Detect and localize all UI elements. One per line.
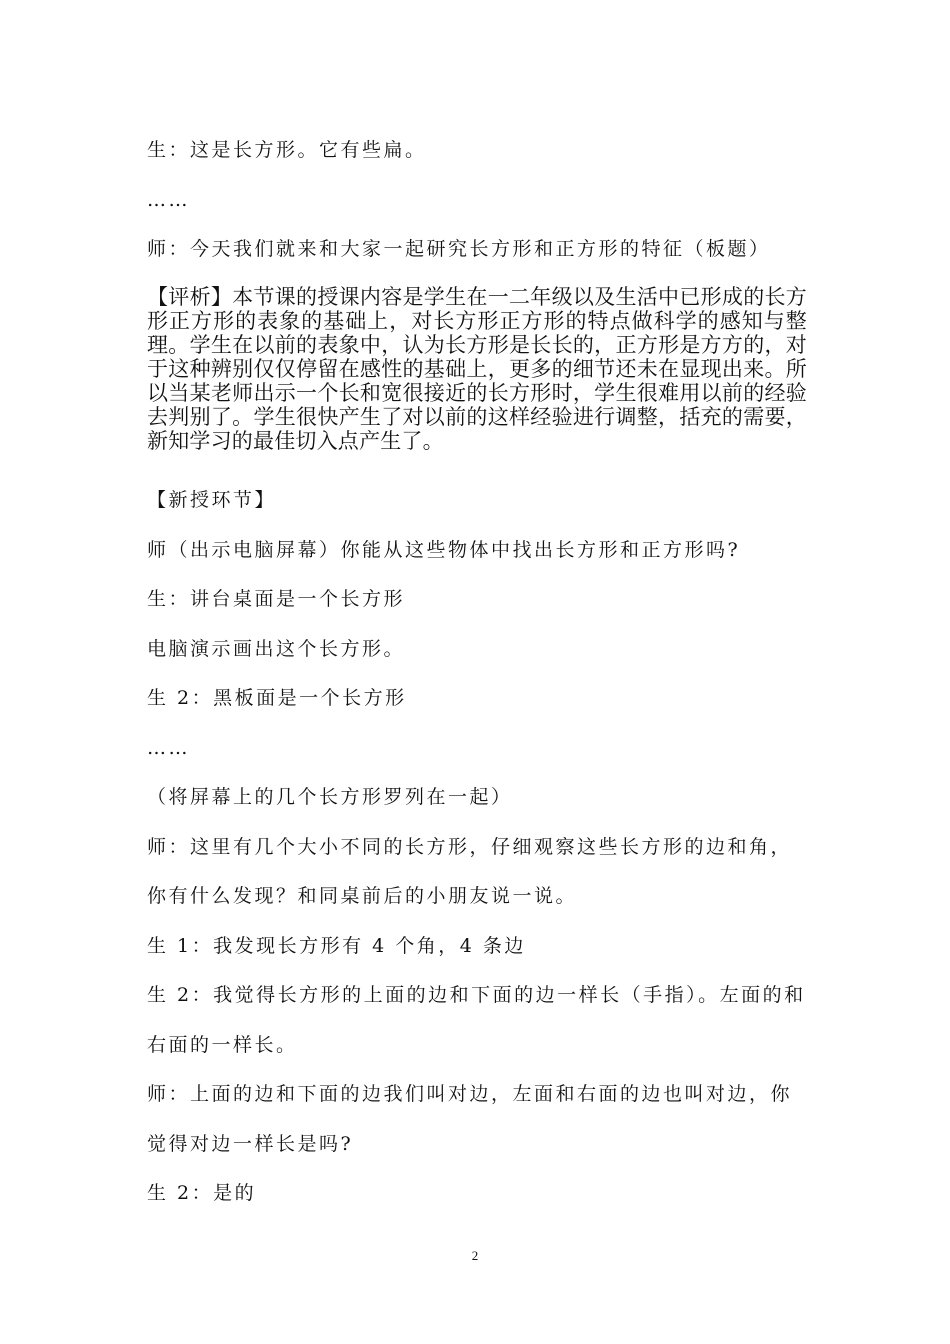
dialogue-line: 觉得对边一样长是吗? (147, 1133, 354, 1155)
ellipsis-line: …… (147, 737, 190, 759)
dialogue-line: 生 2：是的 (147, 1182, 257, 1204)
dialogue-line: 右面的一样长。 (147, 1034, 298, 1056)
dialogue-line: 师（出示电脑屏幕）你能从这些物体中找出长方形和正方形吗? (147, 539, 741, 561)
dialogue-line: 师：今天我们就来和大家一起研究长方形和正方形的特征（板题） (147, 238, 771, 260)
dialogue-line: 师：这里有几个大小不同的长方形，仔细观察这些长方形的边和角， (147, 836, 793, 858)
dialogue-line: 生 2：我觉得长方形的上面的边和下面的边一样长（手指）。左面的和 (147, 984, 806, 1006)
ellipsis-line: …… (147, 189, 190, 211)
dialogue-line: 电脑演示画出这个长方形。 (147, 638, 406, 660)
dialogue-line: （将屏幕上的几个长方形罗列在一起） (147, 786, 513, 808)
page-number: 2 (471, 1248, 479, 1263)
section-heading: 【新授环节】 (147, 489, 277, 511)
dialogue-line: 师：上面的边和下面的边我们叫对边，左面和右面的边也叫对边，你 (147, 1083, 793, 1105)
dialogue-line: 你有什么发现？和同桌前后的小朋友说一说。 (147, 885, 578, 907)
dialogue-line: 生 2：黑板面是一个长方形 (147, 687, 407, 709)
analysis-paragraph: 【评析】本节课的授课内容是学生在一二年级以及生活中已形成的长方形正方形的表象的基础上，对长方形正方形的特点做科学的感知与整理。学生在以前的表象中，认为长方形是长长的，正方形是方方的，对于这种辨别仅仅停留在感性的基础上，更多的细节还未在显现出来。所以当某老师出示一个长和宽很接近的长方形时，学生很难用以前的经验去判别了。学生很快产生了对以前的这样经验进行调整，括充的需要，新知学习的最佳切入点产生了。 (147, 285, 807, 453)
dialogue-line: 生 1：我发现长方形有 4 个角，4 条边 (147, 935, 526, 957)
dialogue-line: 生：讲台桌面是一个长方形 (147, 588, 406, 610)
dialogue-line: 生：这是长方形。它有些扁。 (147, 139, 427, 161)
